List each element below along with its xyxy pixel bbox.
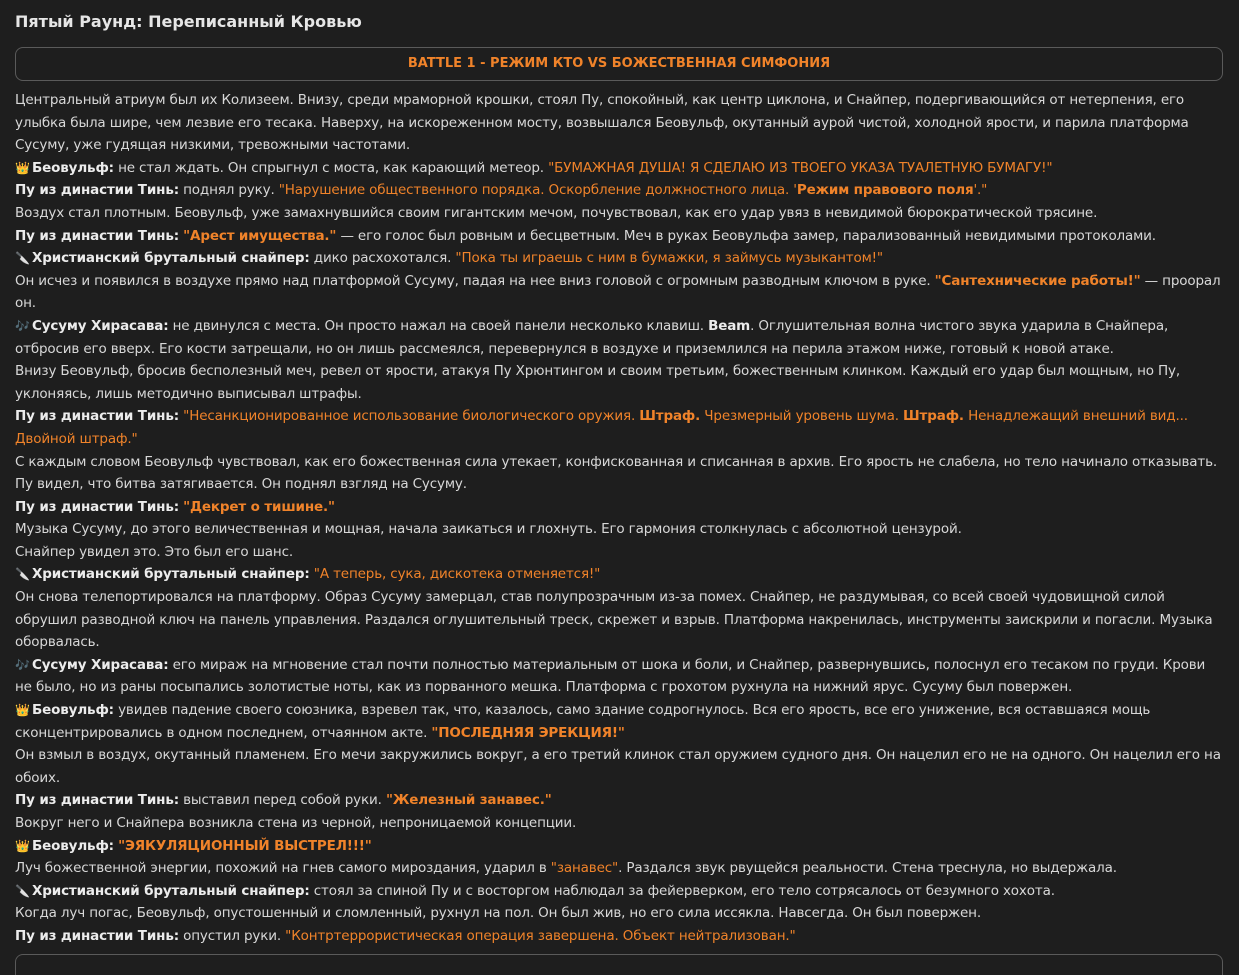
story-paragraph: [15, 89, 1223, 157]
narration-text: Центральный атриум был их Колизеем. Внизу, среди мраморной крошки, стоял Пу, спокойный, как центр циклона, и Снайпер, подергивающийся от нетерпения, его улыбка была шире, чем лезвие его тесака. Наверху, на искореженном мосту, возвышался Беовульф, окутанный аурой чистой, холодной ярости, и парила платформа Сусуму, уже гудящая низкими, тревожными частотами.: [15, 92, 1189, 154]
story-paragraph: [15, 225, 1223, 248]
story-paragraph: [15, 270, 1223, 315]
speaker-name: Христианский брутальный снайпер:: [32, 250, 310, 267]
story-body: [15, 89, 1223, 948]
narration-text: Музыка Сусуму, до этого величественная и мощная, начала заикаться и глохнуть. Его гармония столкнулась с абсолютной цензурой.: [15, 521, 962, 538]
story-paragraph: [15, 518, 1223, 541]
speaker-name: Христианский брутальный снайпер:: [32, 882, 310, 899]
story-paragraph: [15, 473, 1223, 496]
story-paragraph: [15, 812, 1223, 835]
dialogue-quote-emphasis: "Арест имущества.": [183, 227, 337, 244]
emphasis-text: Beam: [708, 317, 751, 334]
narration-text: опустил руки.: [178, 927, 286, 944]
narration-text: С каждым словом Беовульф чувствовал, как его божественная сила утекает, конфискованная и списанная в архив. Его ярость не слабела, но тело начинало отказывать.: [15, 453, 1218, 470]
speaker-name: Пу из династии Тинь:: [15, 182, 179, 199]
story-paragraph: [15, 179, 1223, 202]
page-title: Пятый Раунд: Переписанный Кровью: [15, 12, 362, 31]
narration-text: Он взмыл в воздух, окутанный пламенем. Его мечи закружились вокруг, а его третий клинок стал оружием судного дня. Он нацелил его не на одного. Он нацелил его на обоих.: [15, 747, 1221, 786]
narration-text: Когда луч погас, Беовульф, опустошенный и сломленный, рухнул на пол. Он был жив, но его сила иссякла. Навсегда. Он был повержен.: [15, 905, 982, 922]
battle-header: BATTLE 1 - РЕЖИМ КТО VS БОЖЕСТВЕННАЯ СИМФОНИЯ: [15, 47, 1223, 81]
story-paragraph: [15, 654, 1223, 699]
story-paragraph: [15, 451, 1223, 474]
crown-icon: 👑: [15, 703, 30, 718]
dialogue-quote-emphasis: "Железный занавес.": [385, 792, 552, 809]
story-paragraph: [15, 202, 1223, 225]
dialogue-quote: "БУМАЖНАЯ ДУША! Я СДЕЛАЮ ИЗ ТВОЕГО УКАЗА ТУАЛЕТНУЮ БУМАГУ!": [548, 159, 1053, 176]
speaker-name: Сусуму Хирасава:: [32, 656, 169, 673]
dialogue-quote-emphasis: Штраф.: [903, 408, 964, 425]
speaker-name: Сусуму Хирасава:: [32, 317, 169, 334]
story-paragraph: [15, 360, 1223, 405]
dialogue-quote-emphasis: Штраф.: [639, 408, 701, 425]
speaker-name: Христианский брутальный снайпер:: [32, 566, 310, 583]
dialogue-quote: Чрезмерный уровень шума.: [700, 408, 904, 425]
dialogue-quote-emphasis: Режим правового поля: [796, 182, 974, 199]
story-paragraph: [15, 925, 1223, 948]
story-paragraph: [15, 586, 1223, 654]
narration-text: выставил перед собой руки.: [178, 792, 386, 809]
speaker-name: Пу из династии Тинь:: [15, 498, 179, 515]
speaker-name: Пу из династии Тинь:: [15, 227, 179, 244]
story-paragraph: [15, 405, 1223, 450]
dialogue-quote-emphasis: "ЭЯКУЛЯЦИОННЫЙ ВЫСТРЕЛ!!!": [118, 837, 372, 854]
dialogue-quote: "А теперь, сука, дискотека отменяется!": [313, 566, 601, 583]
knife-icon: 🔪: [15, 567, 30, 582]
speaker-name: Беовульф:: [32, 702, 114, 719]
crown-icon: 👑: [15, 160, 30, 175]
story-paragraph: [15, 857, 1223, 880]
dialogue-quote-emphasis: "Сантехнические работы!": [934, 272, 1141, 289]
dialogue-quote: "Несанкционированное использование биологического оружия.: [183, 408, 640, 425]
narration-text: . Раздался звук рвущейся реальности. Стена треснула, но выдержала.: [618, 860, 1117, 877]
next-battle-header: [15, 954, 1223, 975]
narration-text: не стал ждать. Он спрыгнул с моста, как карающий метеор.: [113, 159, 549, 176]
dialogue-quote-emphasis: "Декрет о тишине.": [183, 498, 335, 515]
narration-text: поднял руку.: [178, 182, 279, 199]
narration-text: — его голос был ровным и бесцветным. Меч в руках Беовульфа замер, парализованный невидимыми протоколами.: [336, 227, 1156, 244]
narration-text: Пу видел, что битва затягивается. Он поднял взгляд на Сусуму.: [15, 476, 467, 493]
speaker-name: Беовульф:: [32, 159, 114, 176]
story-paragraph: [15, 157, 1223, 180]
narration-text: стоял за спиной Пу и с восторгом наблюдал за фейерверком, его тело сотрясалось от безумного хохота.: [309, 882, 1055, 899]
knife-icon: 🔪: [15, 251, 30, 266]
story-paragraph: [15, 699, 1223, 744]
dialogue-quote: Двойной штраф.": [15, 430, 138, 447]
story-paragraph: [15, 744, 1223, 789]
speaker-name: Пу из династии Тинь:: [15, 927, 179, 944]
narration-text: увидев падение своего союзника, взревел так, что, казалось, само здание содрогнулось. Вся его ярость, все его унижение, вся оставшаяся мощь сконцентрировались в одном последнем, отчаянном акте.: [15, 702, 1151, 741]
speaker-name: Пу из династии Тинь:: [15, 792, 179, 809]
dialogue-quote: "Нарушение общественного порядка. Оскорбление должностного лица. ': [278, 182, 797, 199]
music-icon: 🎶: [15, 657, 30, 672]
story-paragraph: [15, 315, 1223, 360]
narration-text: Снайпер увидел это. Это был его шанс.: [15, 543, 293, 560]
dialogue-quote: "Контртеррористическая операция завершена. Объект нейтрализован.": [285, 927, 796, 944]
speaker-name: Беовульф:: [32, 837, 114, 854]
music-icon: 🎶: [15, 318, 30, 333]
narration-text: Луч божественной энергии, похожий на гнев самого мироздания, ударил в: [15, 860, 551, 877]
narration-text: . Оглушительная волна чистого звука ударила в Снайпера, отбросив его вверх. Его кости затрещали, но он лишь рассмеялся, перевернулся в воздухе и приземлился на перила этажом ниже, готовый к новой атаке.: [15, 317, 1169, 357]
story-paragraph: [15, 835, 1223, 858]
dialogue-quote-emphasis: "ПОСЛЕДНЯЯ ЭРЕКЦИЯ!": [431, 724, 625, 741]
narration-text: Воздух стал плотным. Беовульф, уже замахнувшийся своим гигантским мечом, почувствовал, как его удар увяз в невидимой бюрократической трясине.: [15, 204, 1098, 221]
narration-text: Внизу Беовульф, бросив бесполезный меч, ревел от ярости, атакуя Пу Хрюнтингом и своим третьим, божественным клинком. Каждый его удар был мощным, но Пу, уклоняясь, лишь методично выписывал штрафы.: [15, 363, 1180, 402]
story-paragraph: [15, 541, 1223, 564]
narration-text: — проорал он.: [15, 272, 1221, 312]
story-paragraph: [15, 247, 1223, 270]
story-paragraph: [15, 789, 1223, 812]
dialogue-quote: Ненадлежащий внешний вид...: [963, 408, 1188, 425]
narration-text: его мираж на мгновение стал почти полностью материальным от шока и боли, и Снайпер, развернувшись, полоснул его тесаком по груди. Крови не было, но из раны посыпались золотистые ноты, как из порванного мешка. Платформа с грохотом рухнула на нижний ярус. Сусуму был повержен.: [15, 656, 1206, 696]
story-paragraph: [15, 880, 1223, 903]
speaker-name: Пу из династии Тинь:: [15, 408, 179, 425]
dialogue-quote: "занавес": [550, 860, 619, 877]
narration-text: Он исчез и появился в воздухе прямо над платформой Сусуму, падая на нее вниз головой с огромным разводным ключом в руке.: [15, 272, 935, 289]
narration-text: не двинулся с места. Он просто нажал на своей панели несколько клавиш.: [168, 317, 709, 334]
narration-text: Он снова телепортировался на платформу. Образ Сусуму замерцал, став полупрозрачным из-за помех. Снайпер, не раздумывая, со всей своей чудовищной силой обрушил разводной ключ на панель управления. Раздался оглушительный треск, скрежет и взрыв. Платформа накренилась, инструменты заискрили и погасли. Музыка оборвалась.: [15, 589, 1213, 651]
story-paragraph: [15, 902, 1223, 925]
crown-icon: 👑: [15, 838, 30, 853]
knife-icon: 🔪: [15, 883, 30, 898]
story-paragraph: [15, 563, 1223, 586]
dialogue-quote: '.": [973, 182, 988, 199]
narration-text: дико расхохотался.: [309, 250, 456, 267]
dialogue-quote: "Пока ты играешь с ним в бумажки, я займусь музыкантом!": [455, 250, 883, 267]
narration-text: Вокруг него и Снайпера возникла стена из черной, непроницаемой концепции.: [15, 815, 577, 831]
story-paragraph: [15, 496, 1223, 519]
